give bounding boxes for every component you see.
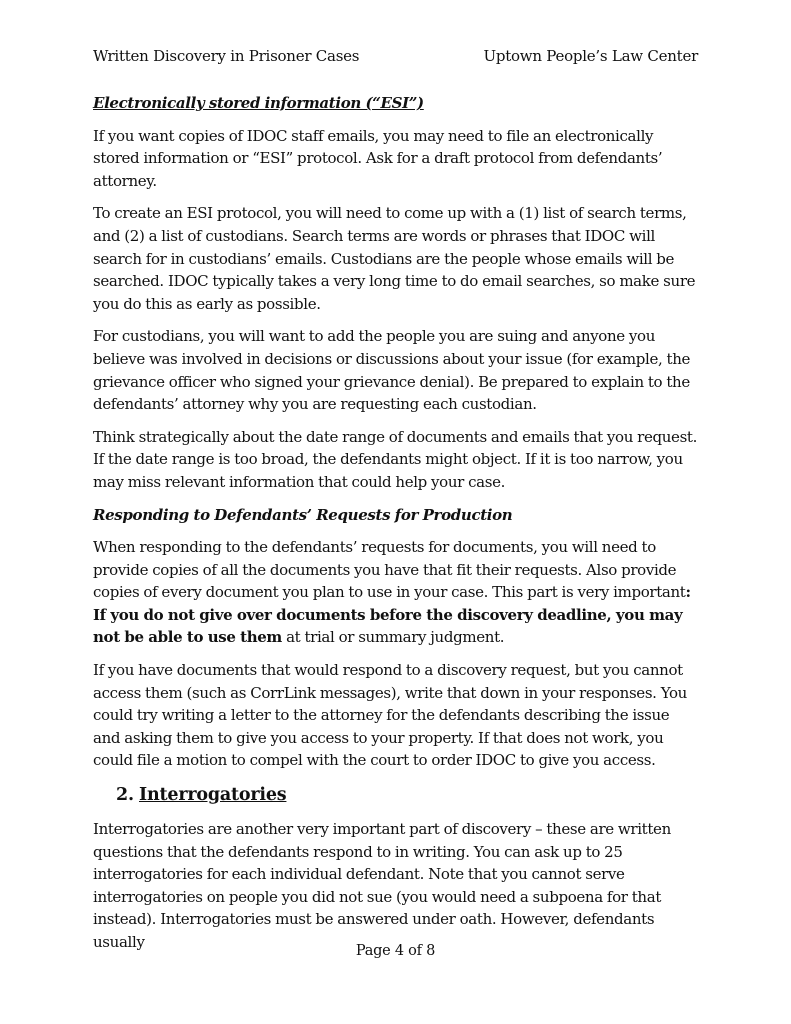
page-header: [93, 46, 698, 66]
esi-paragraph-1: If you want copies of IDOC staff emails, you may need to file an electronically stored information or “ESI” protocol. Ask for a draft protocol from defendants’ attorney.: [93, 126, 663, 190]
responding-paragraph-2: If you have documents that would respond to a discovery request, but you cannot access them (such as CorrLink messages), write that down in your responses. You could try writing a letter to the attorney for the defendants describing the issue and asking them to give you access to your property. If that does not work, you could file a motion to compel with the court to order IDOC to give you access.: [93, 661, 687, 770]
responding-heading: Responding to Defendants’ Requests for Production: [93, 505, 513, 524]
responding-paragraph-1-text: When responding to the defendants’ requests for documents, you will need to provide copies of all the documents you have that fit their requests. Also provide copies of every document you plan to use in your case. This part is very important: [93, 538, 686, 602]
esi-heading: Electronically stored information (“ESI”): [93, 94, 424, 112]
header-right-title: Uptown People’s Law Center: [483, 47, 698, 65]
document-body: [93, 92, 698, 964]
interrogatories-number: 2.: [116, 785, 134, 806]
interrogatories-title: Interrogatories: [139, 785, 287, 806]
esi-paragraph-4: Think strategically about the date range of documents and emails that you request. If the date range is too broad, the defendants might object. If it is too narrow, you may miss relevant information that could help your case.: [93, 427, 698, 491]
page-footer: [0, 941, 791, 961]
responding-paragraph-1-tail: at trial or summary judgment.: [281, 628, 505, 647]
responding-paragraph-1: [93, 536, 698, 649]
esi-paragraph-2: To create an ESI protocol, you will need to come up with a (1) list of search terms, and (2) a list of custodians. Search terms are words or phrases that IDOC will search for in custodians’ emails. Custodians are the people whose emails will be searched. IDOC typically takes a very long time to do email searches, so make sure you do this as early as possible.: [93, 204, 696, 313]
page-number: Page 4 of 8: [355, 943, 436, 959]
esi-paragraph-3: For custodians, you will want to add the people you are suing and anyone you believe was involved in decisions or discussions about your issue (for example, the grievance officer who signed your grievance denial). Be prepared to explain to the defendants’ attorney why you are requesting each custodian.: [93, 327, 691, 414]
interrogatories-paragraph-1: Interrogatories are another very important part of discovery – these are written questions that the defendants respond to in writing. You can ask up to 25 interrogatories for each individual defendant. Note that you cannot serve interrogatories on people you did not sue (you would need a subpoena for that instead). Interrogatories must be answered under oath. However, defendants usually: [93, 820, 671, 951]
header-left-title: Written Discovery in Prisoner Cases: [93, 47, 360, 65]
interrogatories-heading: [93, 782, 698, 808]
responding-paragraph-1-emphasis: : If you do not give over documents before the discovery deadline, you may not be able to use them: [93, 583, 691, 647]
